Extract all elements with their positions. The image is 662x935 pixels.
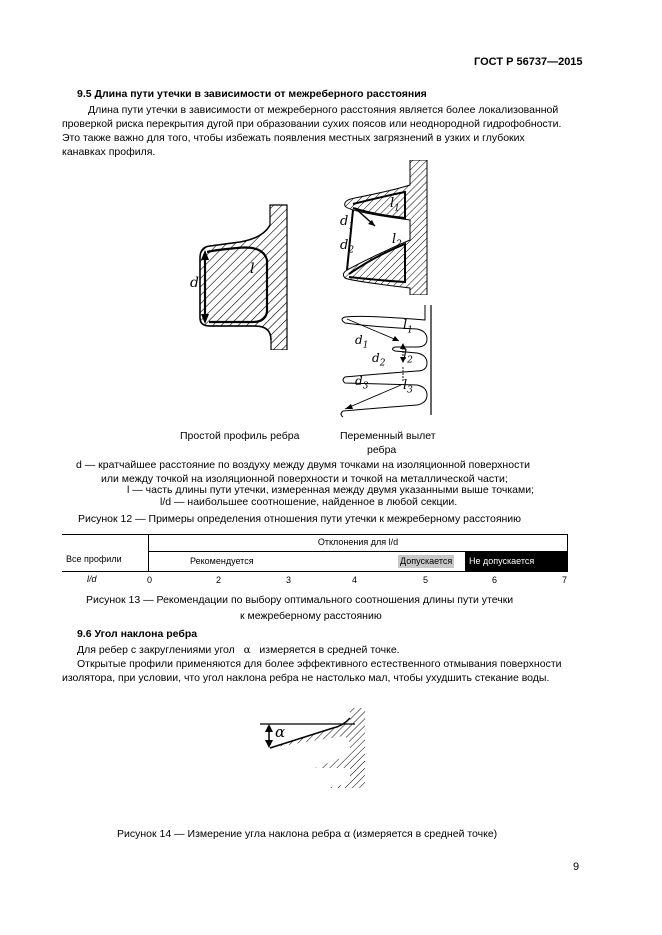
- label-l2: $l_2$: [392, 232, 402, 250]
- tick: 4: [352, 575, 358, 585]
- legend-line: или между точкой на изоляционной поверхности и точкой на металлической части;: [101, 473, 508, 485]
- tick: 0: [147, 575, 153, 585]
- section-9-6-title: 9.6 Угол наклона ребра: [77, 628, 198, 640]
- simple-profile-caption: Простой профиль ребра: [180, 430, 300, 442]
- label-var2-d3: $d_3$: [355, 374, 369, 392]
- variable-profile-caption-2: ребра: [367, 444, 397, 456]
- tick: 2: [216, 575, 222, 585]
- paragraph-line: Это также важно для того, чтобы избежать появления местных загрязнений в узких и глубоких: [62, 132, 525, 144]
- paragraph-line: канавках профиля.: [62, 146, 156, 158]
- alpha-label: α: [275, 723, 286, 741]
- paragraph-line: Для ребер с закруглениями угол α измеряется в средней точке.: [77, 644, 400, 656]
- variable-rib-profile-drawing-2: [335, 305, 445, 420]
- page-number: 9: [573, 861, 580, 873]
- figure-13-table: [62, 534, 568, 572]
- label-var2-d1: $d_1$: [355, 333, 369, 351]
- tick: 3: [286, 575, 292, 585]
- rib-slope-angle-drawing: [255, 708, 370, 788]
- label-l: l: [250, 261, 255, 277]
- label-d: d: [190, 275, 199, 291]
- label-d1: $d_1$: [340, 214, 355, 232]
- row-label: Все профили: [66, 554, 122, 564]
- paragraph-line: изолятора, при условии, что угол наклона ребра не настолько мал, чтобы ухудшить стекание воды.: [62, 672, 550, 684]
- allowed-label: Допускается: [400, 556, 453, 566]
- label-var2-d2: $d_2$: [372, 351, 386, 369]
- legend-line: l/d — наибольшее соотношение, найденное в любой секции.: [160, 496, 458, 508]
- label-var2-l1: $l_1$: [403, 318, 413, 336]
- figure-13-caption-2: к межреберному расстоянию: [240, 610, 382, 622]
- legend-line: d — кратчайшее расстояние по воздуху между двумя точками на изоляционной поверхности: [76, 459, 530, 471]
- tick: 7: [562, 575, 568, 585]
- tick: 5: [423, 575, 429, 585]
- label-var2-l2: $l_2$: [403, 348, 413, 366]
- legend-line: l — часть длины пути утечки, измеренная между двумя указанными выше точками;: [127, 484, 535, 496]
- section-9-5-title: 9.5 Длина пути утечки в зависимости от межреберного расстояния: [77, 88, 427, 100]
- figure-14-caption: Рисунок 14 — Измерение угла наклона ребра α (измеряется в средней точке): [117, 828, 498, 840]
- label-l1: $l_1$: [390, 196, 400, 214]
- label-d2: $d_2$: [340, 238, 355, 256]
- axis-label: l/d: [87, 574, 97, 584]
- paragraph-line: Длина пути утечки в зависимости от межреберного расстояния является более локализованной: [88, 104, 559, 116]
- document-header: ГОСТ Р 56737—2015: [474, 56, 583, 68]
- table-header: Отклонения для l/d: [317, 537, 399, 547]
- variable-profile-caption-1: Переменный вылет: [340, 430, 436, 442]
- paragraph-line: проверкой риска перекрытия дугой при образовании сухих поясов или неоднородной гидрофобности.: [62, 118, 562, 130]
- tick: 6: [492, 575, 498, 585]
- not-allowed-label: Не допускается: [465, 552, 567, 571]
- label-var2-l3: $l_3$: [403, 378, 413, 396]
- figure-13-caption-1: Рисунок 13 — Рекомендации по выбору оптимального соотношения длины пути утечки: [86, 594, 514, 606]
- figure-12-caption: Рисунок 12 — Примеры определения отношения пути утечки к межреберному расстоянию: [78, 513, 522, 525]
- paragraph-line: Открытые профили применяются для более эффективного естественного отмывания поверхности: [77, 658, 562, 670]
- recommended-label: Рекомендуется: [190, 556, 254, 566]
